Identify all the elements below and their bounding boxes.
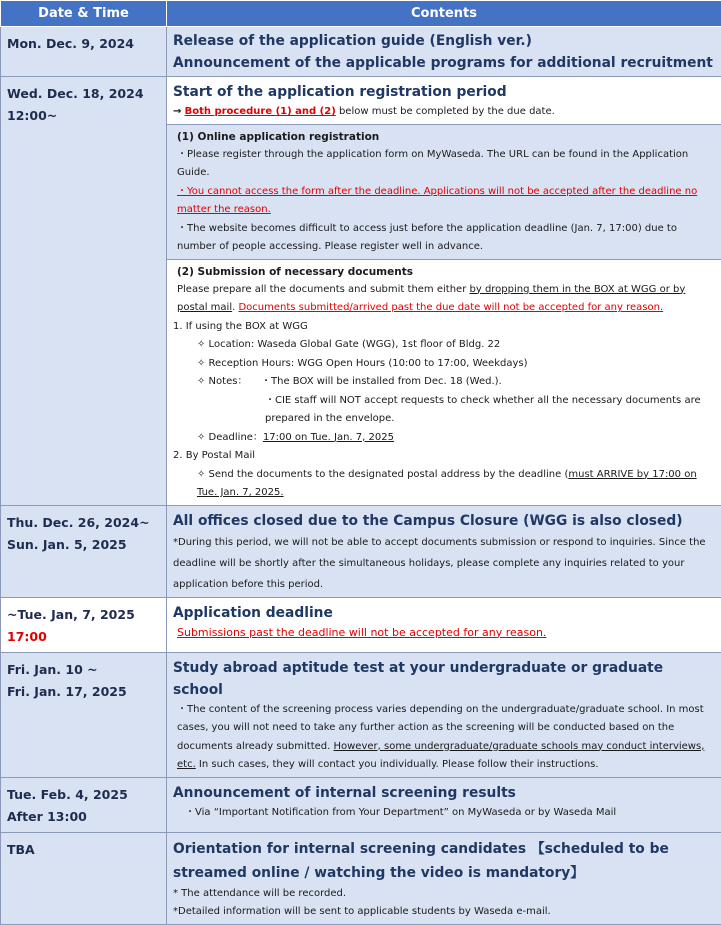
contents-cell <box>167 27 721 77</box>
bullet-item: ・The website becomes difficult to access just before the application deadline (Jan. 7, 17:00) due to number of people accessing. Please register well in advance. <box>173 220 715 257</box>
date-cell <box>1 597 167 652</box>
procedure-note-highlight: Both procedure (1) and (2) <box>185 106 336 117</box>
row-title: Study abroad aptitude test at your undergraduate or graduate school <box>173 657 715 701</box>
row-body: *During this period, we will not be able to accept documents submission or respond to inquiries. Since the deadline will be shortly after the simultaneous holidays, please complete any inquiries related to your application before this period. <box>173 532 715 595</box>
time-text: 12:00~ <box>7 105 160 127</box>
submission-instructions <box>173 281 715 318</box>
notes-label: ✧ Notes： <box>197 373 261 392</box>
date-cell <box>1 777 167 832</box>
row-body: *Detailed information will be sent to applicable students by Waseda e-mail. <box>173 903 715 922</box>
date-cell <box>1 652 167 777</box>
date-cell <box>1 77 167 506</box>
notes-text: ・The BOX will be installed from Dec. 18 (Wed.). <box>261 373 502 392</box>
list-subitem: ✧ Location: Waseda Global Gate (WGG), 1st floor of Bldg. 22 <box>173 336 715 355</box>
date-text: Thu. Dec. 26, 2024~ <box>7 512 160 534</box>
date-text: Tue. Feb. 4, 2025 <box>7 784 160 806</box>
date-text: Fri. Jan. 17, 2025 <box>7 681 160 703</box>
row-title: Orientation for internal screening candidates 【scheduled to be streamed online / watching the video is mandatory】 <box>173 837 715 885</box>
list-item: 2. By Postal Mail <box>173 447 715 466</box>
section-title: (2) Submission of necessary documents <box>173 263 715 281</box>
contents-cell <box>167 777 721 832</box>
deadline-label: ✧ Deadline： <box>197 432 263 443</box>
date-cell <box>1 27 167 77</box>
contents-cell <box>167 505 721 597</box>
table-header-row <box>1 1 721 27</box>
table-row <box>1 77 721 506</box>
contents-cell <box>167 832 721 924</box>
body-text: In such cases, they will contact you individually. Please follow their instructions. <box>196 759 599 770</box>
date-column-header: Date & Time <box>1 1 167 27</box>
submission-methods: by dropping them in the BOX at WGG or by postal mail <box>177 284 685 314</box>
notes-item <box>173 373 715 392</box>
row-body: * The attendance will be recorded. <box>173 885 715 904</box>
row-title: Release of the application guide (English ver.) <box>173 30 715 52</box>
notes-item: ・CIE staff will NOT accept requests to check whether all the necessary documents are prepared in the envelope. <box>173 392 715 429</box>
table-row <box>1 777 721 832</box>
bullet-item-warning: ・You cannot access the form after the deadline. Applications will not be accepted after the deadline no matter the reason. <box>173 183 715 220</box>
row-title: All offices closed due to the Campus Closure (WGG is also closed) <box>173 510 715 532</box>
row-body <box>173 701 715 775</box>
body-highlight: However, some undergraduate/graduate schools may conduct interviews, etc. <box>177 741 704 771</box>
arrow-icon: → <box>173 106 181 117</box>
date-text: Mon. Dec. 9, 2024 <box>7 33 160 55</box>
date-text: TBA <box>7 839 160 861</box>
row-body: ・Via “Important Notification from Your Department” on MyWaseda or by Waseda Mail <box>173 804 715 823</box>
row-title: Application deadline <box>173 602 715 624</box>
list-item: 1. If using the BOX at WGG <box>173 318 715 337</box>
date-text: Sun. Jan. 5, 2025 <box>7 534 160 556</box>
date-cell <box>1 505 167 597</box>
section-document-submission <box>167 259 721 505</box>
postal-instruction: ✧ Send the documents to the designated postal address by the deadline ( <box>197 469 568 480</box>
date-cell <box>1 832 167 924</box>
date-text: Wed. Dec. 18, 2024 <box>7 83 160 105</box>
table-row <box>1 27 721 77</box>
bullet-item: ・Please register through the application form on MyWaseda. The URL can be found in the Application Guide. <box>173 146 715 183</box>
section-online-registration <box>167 124 721 259</box>
table-row <box>1 832 721 924</box>
body-text: ・The content of the screening process varies depending on the undergraduate/graduate school. In most cases, you will not need to take any further action as the screening will be conducted based on the documents already submitted. <box>177 704 704 752</box>
table-row <box>1 505 721 597</box>
contents-column-header: Contents <box>167 1 721 27</box>
procedure-note-rest: below must be completed by the due date. <box>336 106 555 117</box>
date-text: ~Tue. Jan, 7, 2025 <box>7 604 160 626</box>
list-subitem: ✧ Reception Hours: WGG Open Hours (10:00 to 17:00, Weekdays) <box>173 355 715 374</box>
table-row <box>1 652 721 777</box>
contents-cell <box>167 77 721 506</box>
deadline-warning: Submissions past the deadline will not be accepted for any reason. <box>173 624 715 643</box>
procedure-note <box>173 103 715 122</box>
row-title: Announcement of the applicable programs for additional recruitment <box>173 52 715 74</box>
deadline-item <box>173 429 715 448</box>
postal-deadline: must ARRIVE by 17:00 on Tue. Jan. 7, 2025. <box>197 469 697 499</box>
contents-cell <box>167 597 721 652</box>
row-title: Start of the application registration period <box>173 81 715 103</box>
instruction-text: . <box>232 302 238 313</box>
deadline-value: 17:00 on Tue. Jan. 7, 2025 <box>263 432 394 443</box>
contents-cell <box>167 652 721 777</box>
late-submission-warning: Documents submitted/arrived past the due date will not be accepted for any reason. <box>238 302 663 313</box>
row-title: Announcement of internal screening results <box>173 782 715 804</box>
time-text: After 13:00 <box>7 806 160 828</box>
list-subitem <box>173 466 715 503</box>
section-title: (1) Online application registration <box>173 128 715 146</box>
instruction-text: Please prepare all the documents and submit them either <box>177 284 470 295</box>
date-text: Fri. Jan. 10 ~ <box>7 659 160 681</box>
time-text: 17:00 <box>7 626 160 648</box>
table-row <box>1 597 721 652</box>
